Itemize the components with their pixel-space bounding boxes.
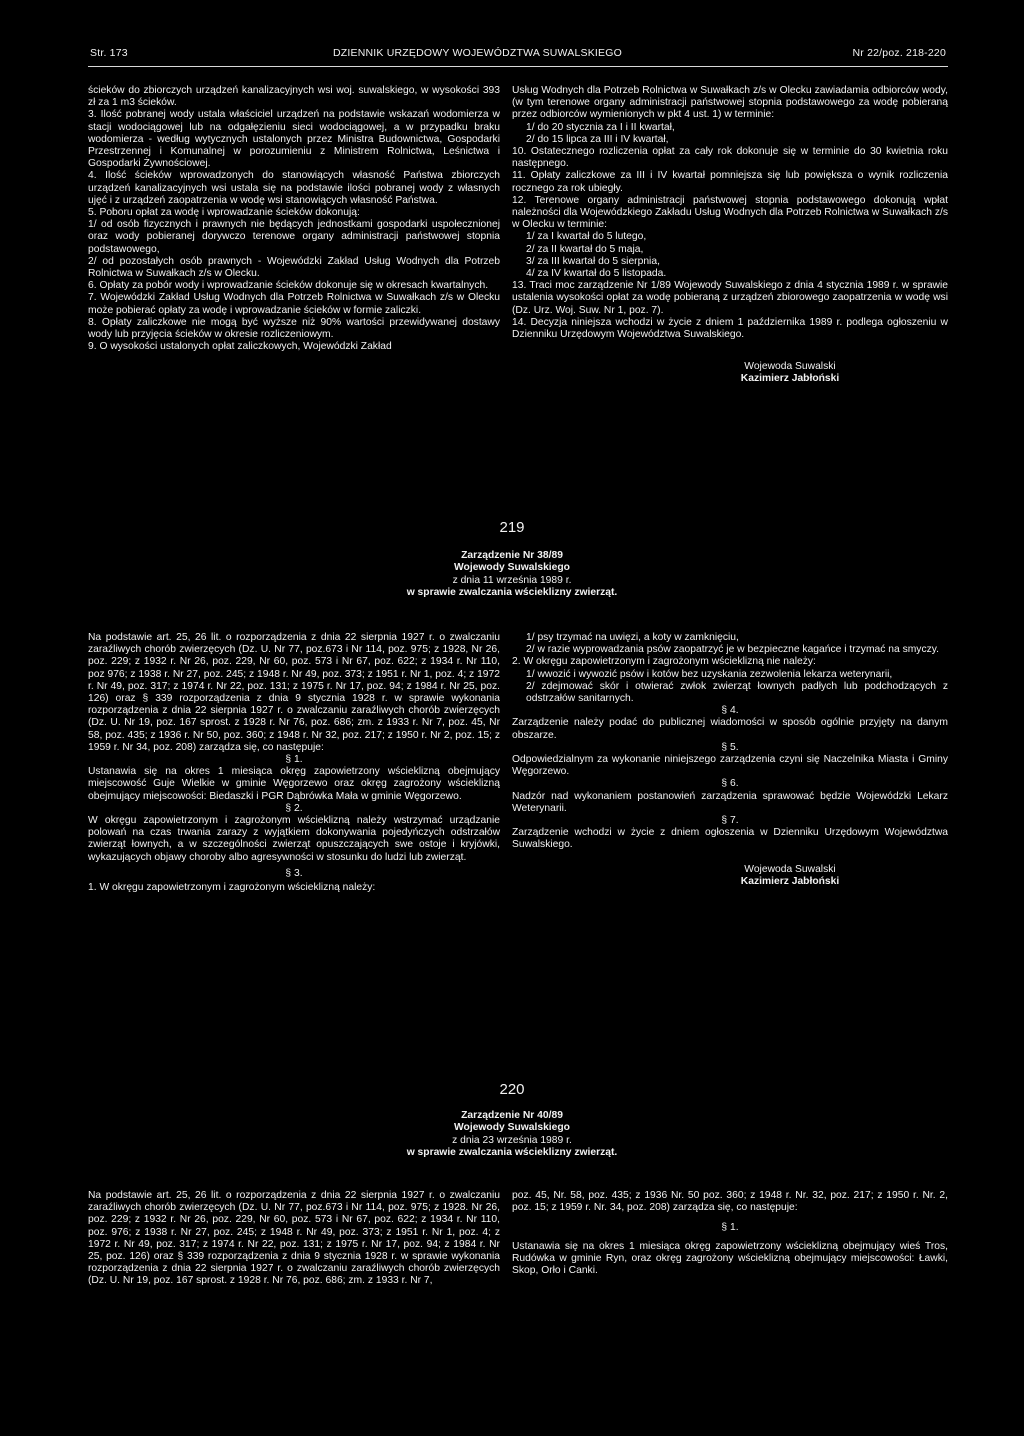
paragraph: Ustanawia się na okres 1 miesiąca okręg zapowietrzony wścieklizną obejmujący miejscowość Guje Wielkie w gminie Węgorzewo oraz okręg zagrożony wścieklizną obejmujący miejscowości: Biedaszki i PGR Dąbrówka Mała w gminie Węgorzewo. [88,766,500,802]
paragraph: 10. Ostatecznego rozliczenia opłat za cały rok dokonuje się w terminie do 30 kwietnia roku następnego. [512,146,948,170]
paragraph: 14. Decyzja niniejsza wchodzi w życie z dniem 1 października 1989 r. podlega ogłoszeniu w Dzienniku Urzędowym Województwa Suwalskiego. [512,316,948,341]
document-date: z dnia 11 września 1989 r. [452,574,572,586]
paragraph-label: § 7. [721,815,739,827]
document-number: 220 [499,1081,525,1098]
document-issuer: Wojewody Suwalskiego [454,562,570,574]
paragraph: 8. Opłaty zaliczkowe nie mogą być wyższe niż 90% wartości przewidywanej dostawy wody lub przyjęcia ścieków w okresie rozliczeniowym. [88,316,500,341]
document-subject: w sprawie zwalczania wścieklizny zwierząt. [406,586,618,598]
page-number: Str. 173 [90,47,128,59]
document-number: 219 [499,519,525,536]
paragraph: Usług Wodnych dla Potrzeb Rolnictwa w Suwałkach z/s w Olecku zawiadamia odbiorców wody, (w tym terenowe organy administracji państwowej stopnia podstawowego za wodę pobieraną przez odbiorców wymienionych w pkt 4 ust. 1) w terminie: [512,85,948,121]
document-issuer: Wojewody Suwalskiego [454,1122,570,1134]
doc218-right-column [512,85,948,386]
paragraph: 2/ od pozostałych osób prawnych - Wojewódzki Zakład Usług Wodnych dla Potrzeb Rolnictwa w Suwałkach z/s w Olecku. [88,255,500,280]
signature-name: Kazimierz Jabłoński [740,875,840,887]
signature-name: Kazimierz Jabłoński [740,373,840,385]
paragraph: 3. Ilość pobranej wody ustala właściciel urządzeń na podstawie wskazań wodomierza w stacji wodociągowej lub na odgałęzieniu sieci wodociągowej, a w przypadku braku wodomierza - według wytycznych ustalonych przez Ministra Budownictwa, Gospodarki Przestrzennej i Komunalnej w porozumieniu z Ministrem Rolnictwa, Leśnictwa i Gospodarki Żywnościowej. [88,109,500,170]
paragraph: Ustanawia się na okres 1 miesiąca okręg zapowietrzony wścieklizną obejmujący wieś Tros, Rudówka w gminie Ryn, oraz okręg zagrożony wścieklizną obejmujący miejscowości: Ławki, Skop, Orło i Canki. [512,1240,948,1277]
preamble: poz. 45, Nr. 58, poz. 435; z 1936 Nr. 50 poz. 360; z 1948 r. Nr. 32, poz. 217; z 1950 r. Nr. 2, poz. 15; z 1959 r. Nr. 34, poz. 208) zarządza się, co następuje: [512,1190,948,1214]
paragraph: 7. Wojewódzki Zakład Usług Wodnych dla Potrzeb Rolnictwa w Suwałkach z/s w Olecku może pobierać opłaty za wodę i wprowadzanie ścieków w formie zaliczki. [88,292,500,316]
page-header [88,44,948,67]
list-item: 1/ za I kwartał do 5 lutego, [526,231,647,243]
doc219-right-column [512,632,948,888]
doc219-left-column [88,632,500,894]
list-item: 1/ wwozić i wywozić psów i kotów bez uzyskania zezwolenia lekarza weterynarii, [526,668,893,680]
paragraph-label: § 6. [721,778,739,790]
document-date: z dnia 23 września 1989 r. [452,1134,572,1146]
document-title: Zarządzenie Nr 38/89 [461,550,563,562]
paragraph: 9. O wysokości ustalonych opłat zaliczkowych, Wojewódzki Zakład [88,341,392,353]
paragraph-label: § 5. [721,741,739,753]
paragraph: Zarządzenie wchodzi w życie z dniem ogłoszenia w Dzienniku Urzędowym Województwa Suwalskiego. [512,827,948,851]
paragraph-label: § 3. [285,867,303,879]
doc220-right-column [512,1190,948,1277]
list-item: 1/ psy trzymać na uwięzi, a koty w zamknięciu, [526,632,739,643]
doc220-heading [300,1081,724,1159]
paragraph-label: § 1. [285,754,303,766]
issue-number: Nr 22/poz. 218-220 [852,47,946,59]
paragraph: W okręgu zapowietrzonym i zagrożonym wścieklizną należy wstrzymać urządzanie polowań na czas trwania zarazy z wyjątkiem dokonywania pojedyńczych odstrzałów zwierząt łownych, a w szczególności zwierząt opuszczających swe ostoje i kryjówki, wykazujących objawy choroby albo agresywności w stosunku do ludzi lub zwierząt. [88,815,500,863]
paragraph: 5. Poboru opłat za wodę i wprowadzanie ścieków dokonują: [88,207,360,219]
document-subject: w sprawie zwalczania wścieklizny zwierząt. [406,1146,618,1158]
doc218-signature [512,361,948,385]
list-item: 2/ zdejmować skór i otwierać zwłok zwierząt łownych padłych lub podchodzących z odstrzałów sanitarnych. [526,680,948,705]
preamble: Na podstawie art. 25, 26 lit. o rozporządzenia z dnia 22 sierpnia 1927 r. o zwalczaniu zaraźliwych chorób zwierzęcych (Dz. U. Nr 77, poz.673 i Nr 114, poz. 975; z 1928, Nr 26, poz. 229; z 1932 r. Nr 26, poz. 229, Nr 60, poz. 573 i Nr 67, poz. 622; z 1934 r. Nr 110, poz 976; z 1938 r. Nr 27, poz. 245; z 1948 r. Nr 49, poz. 373; z 1951 r. Nr 1, poz. 4; z 1972 r. Nr 49, poz. 317; z 1974 r. Nr 22, poz. 131; z 1975 r. Nr 17, poz. 94; z 1984 r. Nr 25, poz. 126) oraz § 339 rozporządzenia z dnia 9 stycznia 1928 r. w sprawie wykonania rozporządzenia z dnia 22 sierpnia 1927 r. o zwalczaniu zaraźliwych chorób zwierzęcych (Dz. U. Nr 19, poz. 167 sprost. z 1928 r. Nr 76, poz. 686; zm. z 1933 r. Nr 7, poz. 45, Nr 58, poz. 435; z 1936 r. Nr 50, poz. 360; z 1948 r. Nr 32, poz. 217; z 1950 r. Nr 2, poz. 15; z 1959 r. Nr 34, poz. 208) zarządza się, co następuje: [88,632,500,753]
document-title: Zarządzenie Nr 40/89 [461,1110,563,1122]
paragraph-label: § 4. [721,705,739,717]
paragraph: 13. Traci moc zarządzenie Nr 1/89 Wojewody Suwalskiego z dnia 4 stycznia 1989 r. w sprawie ustalenia wysokości opłat za wodę pobieraną z urządzeń zbiorowego zaopatrzenia w wodę wsi (Dz. Urz. Woj. Suw. Nr 1, poz. 7). [512,280,948,316]
doc219-signature [512,864,948,888]
signature-title: Wojewoda Suwalski [744,361,836,373]
list-item: 4/ za IV kwartał do 5 listopada. [526,268,667,280]
doc218-left-column [88,85,500,353]
paragraph: 4. Ilość ścieków wprowadzonych do stanowiących własność Państwa zbiorczych urządzeń kanalizacyjnych wsi ustala się na podstawie ilości pobranej wody z własnych ujęć i z urządzeń zaopatrzenia w wodę wsi stanowiących własność Państwa. [88,170,500,206]
list-item: 2/ do 15 lipca za III i IV kwartał, [526,133,669,145]
doc219-heading [300,519,724,599]
paragraph: 1/ od osób fizycznych i prawnych nie będących jednostkami gospodarki uspołecznionej oraz wody pobieranej dorywczo terenowe organy administracji państwowej stopnia podstawowego, [88,219,500,255]
paragraph: 11. Opłaty zaliczkowe za III i IV kwartał pomniejsza się lub powiększa o wynik rozliczenia rocznego za rok ubiegły. [512,170,948,194]
list-item: 2/ w razie wyprowadzania psów zaopatrzyć je w bezpieczne kagańce i trzymać na smyczy. [526,644,940,656]
preamble: Na podstawie art. 25, 26 lit. o rozporządzenia z dnia 22 sierpnia 1927 r. o zwalczaniu zaraźliwych chorób zwierzęcych (Dz. U. Nr 77, poz.673 i Nr 114, poz. 975; z 1928. Nr 26, poz. 229; z 1932 r. Nr 26, poz. 229, Nr 60, poz. 573 i Nr 67, poz. 622; z 1934 r. Nr 110, poz. 976; z 1938 r. Nr 27, poz. 245; z 1948 r. Nr 49, poz. 373; z 1951 r. Nr 1, poz. 4; z 1972 r. Nr 49, poz. 317; z 1974 r. Nr 22, poz. 131; z 1975 r. Nr 17, poz. 94; z 1984 r. Nr 25, poz. 126) oraz § 339 rozporządzenia z dnia 9 stycznia 1928 r. w sprawie wykonania rozporządzenia z dnia 22 sierpnia 1927 r. o zwalczaniu zaraźliwych chorób zwierzęcych (Dz. U. Nr 19, poz. 167 sprost. z 1928 r. Nr 76, poz. 686; zm. z 1933 r. Nr 7, [88,1190,500,1287]
paragraph: 2. W okręgu zapowietrzonym i zagrożonym wścieklizną nie należy: [512,656,816,668]
paragraph: 6. Opłaty za pobór wody i wprowadzanie ścieków dokonuje się w okresach kwartalnych. [88,280,489,292]
paragraph: ścieków do zbiorczych urządzeń kanalizacyjnych wsi woj. suwalskiego, w wysokości 393 zł za 1 m3 ścieków. [88,85,500,109]
paragraph: Nadzór nad wykonaniem postanowień zarządzenia sprawować będzie Wojewódzki Lekarz Weterynarii. [512,790,948,814]
paragraph: Odpowiedzialnym za wykonanie niniejszego zarządzenia czyni się Naczelnika Miasta i Gminy Węgorzewo. [512,754,948,778]
paragraph: 1. W okręgu zapowietrzonym i zagrożonym wścieklizną należy: [88,882,376,894]
paragraph-label: § 2. [285,802,303,814]
doc220-left-column [88,1190,500,1288]
list-item: 1/ do 20 stycznia za I i II kwartał, [526,121,675,133]
signature-title: Wojewoda Suwalski [744,863,836,875]
list-item: 3/ za III kwartał do 5 sierpnia, [526,255,660,267]
paragraph: Zarządzenie należy podać do publicznej wiadomości w sposób ogólnie przyjęty na danym obszarze. [512,717,948,741]
list-item: 2/ za II kwartał do 5 maja, [526,243,644,255]
paragraph: 12. Terenowe organy administracji państwowej stopnia podstawowego dokonują wpłat należności dla Wojewódzkiego Zakładu Usług Wodnych dla Potrzeb Rolnictwa w Suwałkach z/s w Olecku w terminie: [512,194,948,231]
journal-title: DZIENNIK URZĘDOWY WOJEWÓDZTWA SUWALSKIEGO [333,47,622,59]
paragraph-label: § 1. [721,1222,739,1234]
